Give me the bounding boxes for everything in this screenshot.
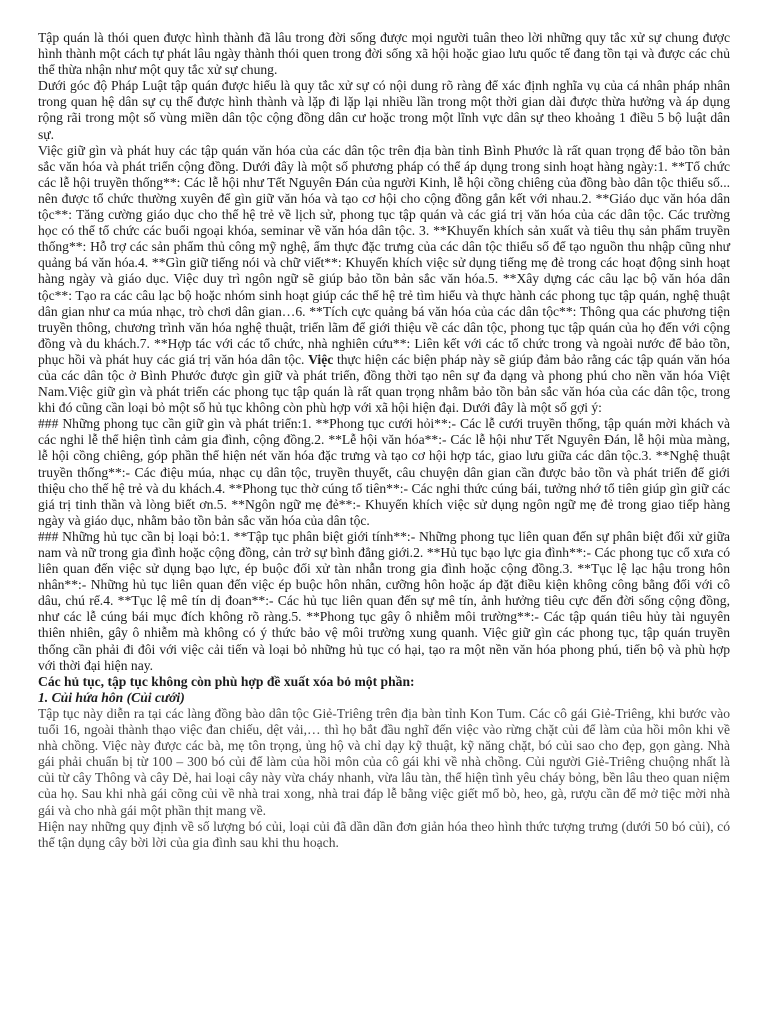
paragraph-firewood-custom: Tập tục này diễn ra tại các làng đồng bào dân tộc Giẻ-Triêng trên địa bàn tỉnh Kon Tum. Các cô gái Giẻ-Triêng, khi bước vào tuổi 16, ngoài thành thạo việc đan chiếu, dệt vải,… thì họ bắt đầu nghĩ đến việc vào rừng chặt củi để làm của hồi môn khi về nhà chồng. Việc này được các bà, mẹ tôn trọng, ủng hộ và chỉ dạy kỹ thuật, kỹ năng chặt, bó củi sao cho đẹp, gọn gàng. Nhà gái phải chuẩn bị từ 100 – 300 bó củi để làm của hồi môn của cô gái khi về nhà chồng. Củi người Giẻ-Triêng chuộng nhất là củi từ cây Thông và cây Dẻ, hai loại cây này vừa cháy nhanh, vừa lâu tàn, thể hiện tình yêu cháy bỏng, bền lâu theo quan niệm của họ. Sau khi nhà gái cõng củi về nhà trai xong, nhà trai đáp lễ bằng việc giết mổ bò, heo, gà, rượu cần để mở tiệc mời nhà gái và cho nhà gái một phần thịt mang về. <box>38 705 730 818</box>
subsection-title: 1. Củi hứa hôn (Củi cưới) <box>38 689 185 705</box>
paragraph-preservation-methods-text: Việc giữ gìn và phát huy các tập quán văn hóa của các dân tộc trên địa bàn tỉnh Bình Phước là rất quan trọng để bảo tồn bản sắc văn hóa và phát triển cộng đồng. Dưới đây là một số phương pháp có thể áp dụng trong sinh hoạt hàng ngày:1. **Tổ chức các lễ hội truyền thống**: Các lễ hội như Tết Nguyên Đán của người Kinh, lễ hội cồng chiêng của đồng bào dân tộc thiểu số... nên được tổ chức thường xuyên để gìn giữ văn hóa và tạo cơ hội cho cộng đồng gắn kết với nhau.2. **Giáo dục văn hóa dân tộc**: Tăng cường giáo dục cho thế hệ trẻ về lịch sử, phong tục tập quán và các giá trị văn hóa của các dân tộc. Các trường học có thể tổ chức các buổi ngoại khóa, seminar về văn hóa dân tộc. 3. **Khuyến khích sản xuất và tiêu thụ sản phẩm truyền thống**: Hỗ trợ các sản phẩm thủ công mỹ nghệ, ẩm thực đặc trưng của các dân tộc thiểu số để tạo nguồn thu nhập cũng như quảng bá văn hóa.4. **Gìn giữ tiếng nói và chữ viết**: Khuyến khích việc sử dụng tiếng mẹ đẻ trong các hoạt động sinh hoạt hàng ngày và giáo dục. Việc duy trì ngôn ngữ sẽ giúp bảo tồn bản sắc văn hóa.5. **Xây dựng các câu lạc bộ văn hóa dân tộc**: Tạo ra các câu lạc bộ hoặc nhóm sinh hoạt giúp các thế hệ trẻ tìm hiểu và thực hành các phong tục tập quán, nghệ thuật dân gian như ca múa nhạc, trò chơi dân gian…6. **Tích cực quảng bá văn hóa của các dân tộc**: Thông qua các phương tiện truyền thông, chương trình văn hóa nghệ thuật, triển lãm để giới thiệu về các dân tộc, phong tục tập quán của họ đến với cộng đồng và du khách.7. **Hợp tác với các tổ chức, nhà nghiên cứu**: Liên kết với các tổ chức trong và ngoài nước để bảo tồn, phục hồi và phát huy các giá trị văn hóa dân tộc. <box>38 142 730 367</box>
paragraph-preservation-conclusion: thực hiện các biện pháp này sẽ giúp đảm bảo rằng các tập quán văn hóa của các dân tộc ở Bình Phước được gìn giữ và phát triển, đồng thời tạo nên sự đa dạng và phong phú cho nền văn hóa Việt Nam.Việc giữ gìn và phát triển các phong tục tập quán là rất quan trọng nhằm bảo tồn bản sắc văn hóa của các dân tộc, trong khi đó cũng cần loại bỏ một số hủ tục không còn phù hợp với xã hội hiện đại. Dưới đây là một số gợi ý: <box>38 351 730 416</box>
paragraph-customs-to-keep: ### Những phong tục cần giữ gìn và phát triển:1. **Phong tục cưới hỏi**:- Các lễ cưới truyền thống, tập quán mời khách và các nghi lễ thể hiện tình cảm gia đình, cộng đồng.2. **Lễ hội văn hóa**:- Các lễ hội như Tết Nguyên Đán, lễ hội mùa màng, lễ hội cồng chiêng, góp phần thể hiện nét văn hóa đặc trưng và tạo cơ hội hợp tác, giao lưu giữa các dân tộc.3. **Nghệ thuật truyền thống**:- Các điệu múa, nhạc cụ dân tộc, truyền thuyết, câu chuyện dân gian cần được bảo tồn và phát triển để giới thiệu cho thế hệ trẻ và du khách.4. **Phong tục thờ cúng tổ tiên**:- Các nghi thức cúng bái, tưởng nhớ tổ tiên giúp gìn giữ các giá trị tinh thần và lòng biết ơn.5. **Ngôn ngữ mẹ đẻ**:- Khuyến khích việc sử dụng ngôn ngữ mẹ đẻ trong giao tiếp hàng ngày và giáo dục, nhằm bảo tồn bản sắc văn hóa của dân tộc. <box>38 416 730 528</box>
paragraph-firewood-today: Hiện nay những quy định về số lượng bó củi, loại củi đã dần dần đơn giản hóa theo hình thức tượng trưng (dưới 50 bó củi), có thể tận dụng cây bời lời của gia đình sau khi thu hoạch. <box>38 818 730 850</box>
bold-word: Việc <box>308 351 334 367</box>
paragraph-preservation-methods <box>38 143 730 417</box>
paragraph-definition: Tập quán là thói quen được hình thành đã lâu trong đời sống được mọi người tuân theo lời những quy tắc xử sự chung được hình thành một cách tự phát lâu ngày thành thói quen trong đời sống xã hội hoặc giao lưu quốc tế đang tồn tại và được các chủ thể thừa nhận như một quy tắc xử sự chung. <box>38 30 730 78</box>
section-title: Các hủ tục, tập tục không còn phù hợp đề xuất xóa bỏ một phần: <box>38 673 415 689</box>
paragraph-legal-definition: Dưới góc độ Pháp Luật tập quán được hiểu là quy tắc xử sự có nội dung rõ ràng để xác định nghĩa vụ của cá nhân pháp nhân trong quan hệ dân sự cụ thể được hình thành và lặp đi lặp lại nhiều lần trong một thời gian dài được thừa hưởng và áp dụng rộng rãi trong một số vùng miền dân tộc cộng đồng dân cư hoặc trong một lĩnh vực dân sự theo khoảng 1 điều 5 bộ luật dân sự. <box>38 78 730 142</box>
paragraph-customs-to-remove: ### Những hủ tục cần bị loại bỏ:1. **Tập tục phân biệt giới tính**:- Những phong tục liên quan đến sự phân biệt đối xử giữa nam và nữ trong gia đình hoặc cộng đồng, cản trở sự bình đẳng giới.2. **Hủ tục bạo lực gia đình**:- Các phong tục cổ xưa có liên quan đến việc sử dụng bạo lực, ép buộc đối xử tàn nhẫn trong gia đình hoặc cộng đồng.3. **Tục lệ lạc hậu trong hôn nhân**:- Những hủ tục liên quan đến việc ép buộc hôn nhân, cưỡng hôn hoặc áp đặt điều kiện không công bằng đối với cô dâu, chú rể.4. **Tục lệ mê tín dị đoan**:- Các hủ tục liên quan đến sự mê tín, ảnh hưởng tiêu cực đến đời sống cộng đồng, như các lễ cúng bái mục đích không rõ ràng.5. **Phong tục gây ô nhiễm môi trường**:- Các tập quán tiêu hủy tài nguyên thiên nhiên, gây ô nhiễm mà không có ý thức bảo vệ môi trường xung quanh. Việc giữ gìn các phong tục, tập quán truyền thống cần phải đi đôi với việc cải tiến và loại bỏ những hủ tục có hại, tạo ra một nền văn hóa phong phú, tiến bộ và phù hợp với thời đại hiện nay. <box>38 528 730 673</box>
